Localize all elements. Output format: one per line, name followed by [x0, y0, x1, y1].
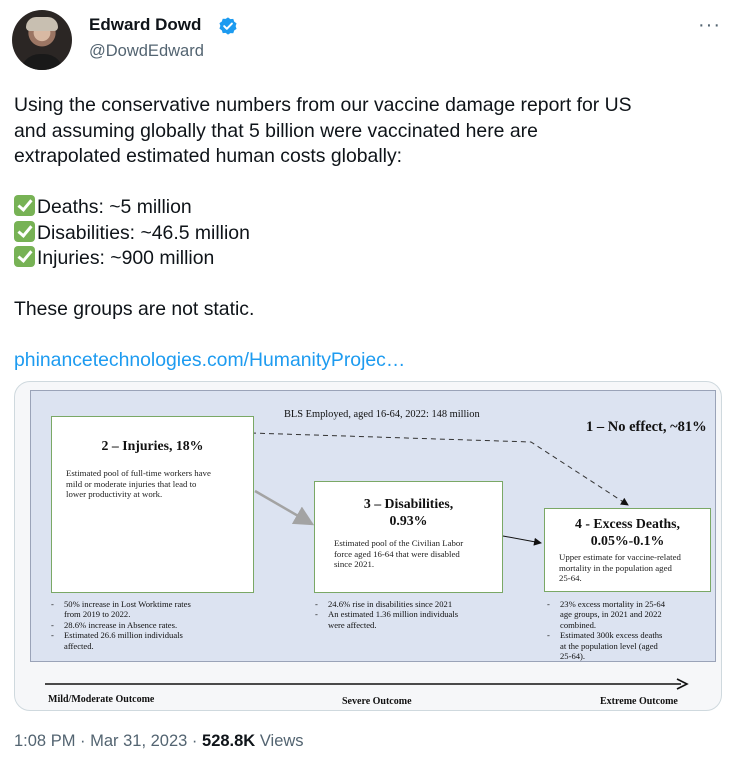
black-arrow — [503, 536, 541, 543]
bullet-item: at the population level (aged — [560, 640, 658, 651]
check-mark-icon — [14, 195, 35, 216]
scale-label-mild: Mild/Moderate Outcome — [48, 694, 155, 705]
disabilities-box — [314, 481, 503, 593]
author-handle[interactable]: @DowdEdward — [89, 42, 204, 60]
no-effect-label: 1 – No effect, ~81% — [586, 419, 707, 435]
excess-deaths-box — [544, 508, 711, 592]
bullet-item: affected. — [64, 640, 94, 651]
media-card[interactable] — [14, 381, 722, 711]
tweet-intro-line: extrapolated estimated human costs globally: — [14, 145, 403, 167]
tweet-timestamp[interactable]: 1:08 PM · Mar 31, 2023 · — [14, 732, 203, 750]
avatar-hair — [26, 17, 58, 31]
injuries-box — [51, 416, 254, 593]
tweet-intro-line: Using the conservative numbers from our vaccine damage report for US — [14, 94, 632, 116]
disabilities-bullets — [315, 599, 458, 630]
author-name[interactable]: Edward Dowd — [89, 15, 202, 34]
box-description: Estimated pool of the Civilian Labor force aged 16-64 that were disabled since 2021. — [334, 538, 464, 570]
verified-badge-icon — [218, 16, 238, 36]
tweet-item — [14, 221, 714, 247]
tweet-closing: These groups are not static. — [14, 298, 255, 320]
scale-label-extreme: Extreme Outcome — [600, 696, 678, 707]
gray-arrow — [255, 491, 312, 524]
tweet-item-text: Disabilities: ~46.5 million — [37, 221, 250, 244]
bullet-item: - An estimated 1.36 million individuals — [315, 609, 458, 619]
bullet-item: - 28.6% increase in Absence rates. — [51, 620, 191, 630]
bullet-item: - 23% excess mortality in 25-64 — [547, 599, 665, 609]
bullet-item: age groups, in 2021 and 2022 — [560, 609, 662, 620]
views-label: Views — [255, 732, 304, 750]
tweet-item — [14, 246, 714, 272]
bullet-item: were affected. — [328, 619, 377, 630]
bullet-item: from 2019 to 2022. — [64, 609, 131, 620]
tweet-item-text: Deaths: ~5 million — [37, 196, 192, 218]
box-title: 2 – Injuries, 18% — [101, 438, 204, 453]
avatar[interactable] — [12, 10, 72, 70]
bullet-item: - Estimated 26.6 million individuals — [51, 630, 191, 640]
box-title: 4 - Excess Deaths, 0.05%-0.1% — [575, 516, 680, 548]
tweet-meta — [14, 732, 304, 751]
box-title: 3 – Disabilities, 0.93% — [363, 496, 454, 528]
flow-diagram — [30, 390, 716, 662]
bullet-item: 25-64). — [560, 651, 586, 662]
avatar-shirt — [20, 54, 64, 70]
box-description: Estimated pool of full-time workers have mild or moderate injuries that lead to lower productivity at work. — [66, 468, 211, 500]
tweet-intro-line: and assuming globally that 5 billion were vaccinated here are — [14, 119, 538, 142]
views-count[interactable]: 528.8K — [202, 732, 256, 750]
check-mark-icon — [14, 221, 35, 242]
tweet-item-text: Injuries: ~900 million — [37, 247, 215, 269]
tweet-link[interactable]: phinancetechnologies.com/HumanityProjec… — [14, 349, 406, 371]
bullet-item: - 24.6% rise in disabilities since 2021 — [315, 599, 458, 609]
bullet-item: - 50% increase in Lost Worktime rates — [51, 599, 191, 609]
excess-deaths-bullets — [547, 599, 665, 661]
scale-label-severe: Severe Outcome — [342, 696, 412, 707]
bullet-item: combined. — [560, 619, 597, 630]
outcome-scale-arrow — [45, 678, 690, 690]
tweet-item — [14, 195, 714, 221]
more-options-icon[interactable]: ··· — [698, 14, 721, 36]
tweet-text — [14, 93, 714, 374]
injuries-bullets — [51, 599, 191, 651]
box-description: Upper estimate for vaccine-related mortality in the population aged 25-64. — [559, 552, 681, 584]
check-mark-icon — [14, 246, 35, 267]
population-header: BLS Employed, aged 16-64, 2022: 148 million — [284, 409, 480, 420]
bullet-item: - Estimated 300k excess deaths — [547, 630, 665, 640]
